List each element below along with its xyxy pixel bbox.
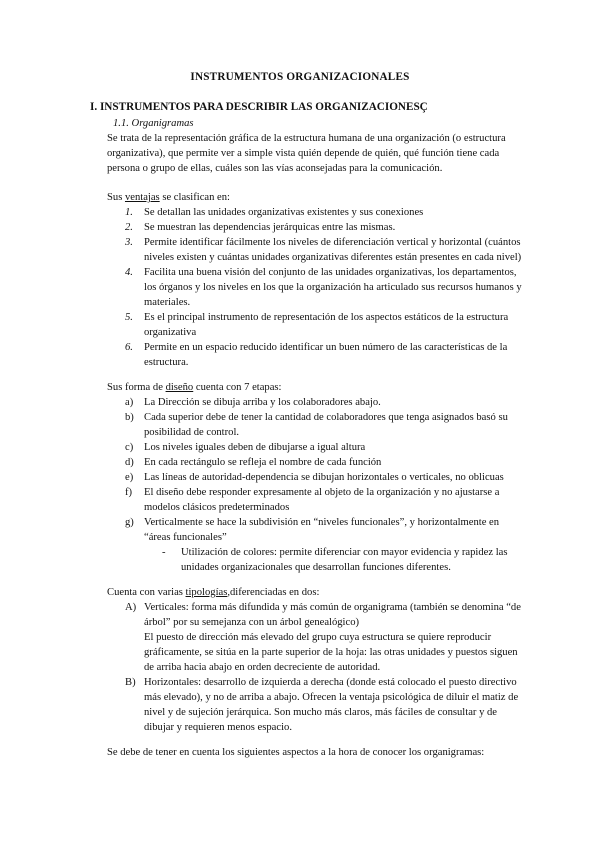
list-item-text: Permite en un espacio reducido identificar un buen número de las características de la estructura. (144, 342, 508, 368)
list-item (107, 600, 527, 675)
list-item-extra: El puesto de dirección más elevado del grupo cuya estructura se quiere reproducir gráficamente, se sitúa en la parte superior de la hoja: las otras unidades y puestos siguen de arriba hacia abajo en orden decreciente de autoridad. (144, 632, 518, 673)
list-item (107, 440, 527, 455)
list-item-text: Cada superior debe de tener la cantidad de colaboradores que tenga asignados basó su posibilidad de control. (144, 412, 508, 438)
tipologias-word: tipologías (185, 587, 228, 598)
list-number: 2. (125, 222, 133, 233)
list-item (107, 485, 527, 515)
list-item (107, 470, 527, 485)
list-item (107, 235, 527, 265)
tipologias-lead (107, 585, 527, 600)
list-item-text: Verticalmente se hace la subdivisión en “niveles funcionales”, y horizontalmente en “áreas funcionales” (144, 517, 500, 543)
list-number: 5. (125, 312, 133, 323)
list-item (107, 205, 527, 220)
closing-paragraph: Se debe de tener en cuenta los siguientes aspectos a la hora de conocer los organigramas: (107, 747, 485, 758)
list-item-text: En cada rectángulo se refleja el nombre de cada función (144, 457, 382, 468)
ventajas-list (107, 205, 527, 370)
diseno-lead-post: cuenta con 7 etapas: (193, 382, 282, 393)
list-item-text: El diseño debe responder expresamente al objeto de la organización y no ajustarse a modelos clásicos predeterminados (144, 487, 500, 513)
list-item-text: Verticales: forma más difundida y más común de organigrama (también se denomina “de árbol” por su semejanza con un árbol genealógico) (144, 602, 521, 628)
ventajas-lead (107, 190, 527, 205)
list-number: 6. (125, 342, 133, 353)
list-letter: d) (125, 457, 134, 468)
list-number: 3. (125, 237, 133, 248)
list-item (107, 265, 527, 310)
tipologias-list (107, 600, 527, 735)
diseno-word: diseño (165, 382, 194, 393)
diseno-lead (107, 380, 527, 395)
sublist-item (144, 545, 527, 575)
list-letter: A) (125, 602, 137, 613)
list-letter: e) (125, 472, 134, 483)
list-item-text: Las líneas de autoridad-dependencia se dibujan horizontales o verticales, no oblicuas (144, 472, 504, 483)
list-item-text: Horizontales: desarrollo de izquierda a derecha (donde está colocado el puesto directivo más elevado), y no de arriba a abajo. Ofrecen la ventaja psicológica de diluir el matiz de nivel y de sujeción jerárquica. Son mucho más claros, más fáciles de consultar y de dibujar y requieren menos espacio. (144, 677, 519, 733)
subsection-heading: 1.1. Organigramas (113, 118, 194, 129)
list-item (107, 395, 527, 410)
list-item (107, 340, 527, 370)
list-item (107, 455, 527, 470)
diseno-sublist (144, 545, 527, 575)
list-item-text: Permite identificar fácilmente los niveles de diferenciación vertical y horizontal (cuántos niveles existen y cuántas unidades organizativas diferentes están presentes en cada nivel) (144, 237, 522, 263)
list-number: 1. (125, 207, 133, 218)
list-item-text: Los niveles iguales deben de dibujarse a igual altura (144, 442, 366, 453)
list-item-text: La Dirección se dibuja arriba y los colaboradores abajo. (144, 397, 381, 408)
intro-paragraph: Se trata de la representación gráfica de la estructura humana de una organización (o estructura organizativa), que permite ver a simple vista quién depende de quién, qué función tiene cada persona o grupo de ellas, cuáles son las vías aconsejadas para la comunicación. (107, 133, 506, 174)
list-item-text: Facilita una buena visión del conjunto de las unidades organizativas, los departamentos, los órganos y los niveles en los que la organización ha articulado sus recursos humanos y materiales. (144, 267, 522, 308)
tipologias-lead-pre: Cuenta con varias (107, 587, 186, 598)
list-letter: B) (125, 677, 136, 688)
list-number: 4. (125, 267, 133, 278)
diseno-lead-pre: Sus forma de (107, 382, 166, 393)
list-item-text: Se muestran las dependencias jerárquicas entre las mismas. (144, 222, 396, 233)
ventajas-lead-pre: Sus (107, 192, 125, 203)
list-item-text: Es el principal instrumento de representación de los aspectos estáticos de la estructura organizativa (144, 312, 509, 338)
diseno-list (107, 395, 527, 575)
list-item-text: Se detallan las unidades organizativas existentes y sus conexiones (144, 207, 424, 218)
ventajas-word: ventajas (124, 192, 160, 203)
list-item (107, 515, 527, 575)
dash-bullet: - (162, 547, 166, 558)
list-letter: g) (125, 517, 134, 528)
list-item (107, 410, 527, 440)
ventajas-lead-post: se clasifican en: (159, 192, 230, 203)
list-letter: b) (125, 412, 134, 423)
list-item (107, 310, 527, 340)
list-item (107, 675, 527, 735)
list-item (107, 220, 527, 235)
sublist-item-text: Utilización de colores: permite diferenciar con mayor evidencia y rapidez las unidades organizacionales que desarrollan funciones diferentes. (181, 547, 508, 573)
tipologias-lead-post: ,diferenciadas en dos: (227, 587, 320, 598)
list-letter: a) (125, 397, 134, 408)
list-letter: c) (125, 442, 134, 453)
document-title: INSTRUMENTOS ORGANIZACIONALES (190, 71, 410, 83)
section-heading: I. INSTRUMENTOS PARA DESCRIBIR LAS ORGANIZACIONESÇ (90, 101, 428, 113)
list-letter: f) (125, 487, 133, 498)
